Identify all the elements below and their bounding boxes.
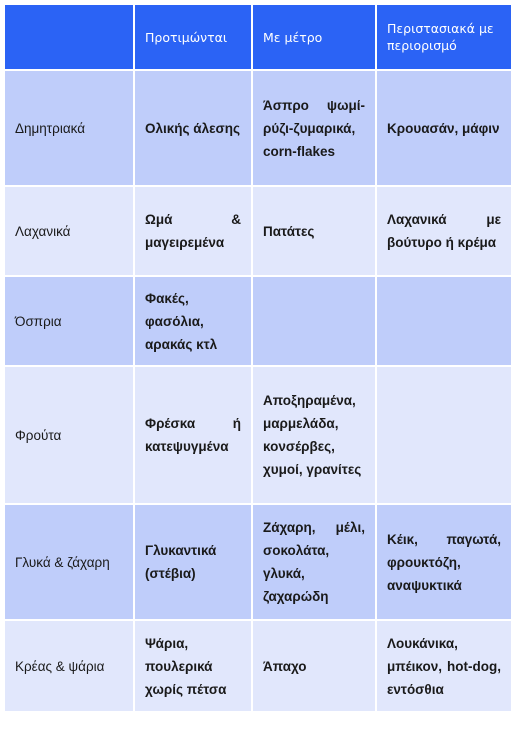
header-empty-cell bbox=[4, 4, 134, 70]
table-row bbox=[4, 504, 512, 620]
row-occasional: Κέικ, παγωτά, φρουκτόζη, αναψυκτικά bbox=[376, 504, 512, 620]
header-preferred: Προτιμώνται bbox=[134, 4, 252, 70]
row-moderate: Πατάτες bbox=[252, 186, 376, 276]
row-occasional: Λουκάνικα, μπέικον, hot-dog, εντόσθια bbox=[376, 620, 512, 712]
row-moderate: Άπαχο bbox=[252, 620, 376, 712]
header-row bbox=[4, 4, 512, 70]
table-row bbox=[4, 186, 512, 276]
row-preferred: Ολικής άλεσης bbox=[134, 70, 252, 186]
row-category: Όσπρια bbox=[4, 276, 134, 366]
table-row bbox=[4, 620, 512, 712]
row-preferred: Φρέσκα ή κατεψυγμένα bbox=[134, 366, 252, 504]
table-row bbox=[4, 70, 512, 186]
row-category: Φρούτα bbox=[4, 366, 134, 504]
row-category: Γλυκά & ζάχαρη bbox=[4, 504, 134, 620]
header-moderate: Με μέτρο bbox=[252, 4, 376, 70]
row-category: Λαχανικά bbox=[4, 186, 134, 276]
row-preferred: Ωμά & μαγειρεμένα bbox=[134, 186, 252, 276]
row-moderate: Άσπρο ψωμί-ρύζι-ζυμαρικά, corn-flakes bbox=[252, 70, 376, 186]
food-guide-table bbox=[3, 3, 513, 713]
row-moderate: Ζάχαρη, μέλι, σοκολάτα, γλυκά, ζαχαρώδη bbox=[252, 504, 376, 620]
row-category: Κρέας & ψάρια bbox=[4, 620, 134, 712]
table-row bbox=[4, 276, 512, 366]
row-preferred: Ψάρια, πουλερικά χωρίς πέτσα bbox=[134, 620, 252, 712]
row-occasional: Κρουασάν, μάφιν bbox=[376, 70, 512, 186]
table-row bbox=[4, 366, 512, 504]
header-occasional: Περιστασιακά με περιορισμό bbox=[376, 4, 512, 70]
row-occasional: Λαχανικά με βούτυρο ή κρέμα bbox=[376, 186, 512, 276]
row-preferred: Γλυκαντικά (στέβια) bbox=[134, 504, 252, 620]
row-moderate bbox=[252, 276, 376, 366]
row-occasional bbox=[376, 366, 512, 504]
row-category: Δημητριακά bbox=[4, 70, 134, 186]
row-moderate: Αποξηραμένα, μαρμελάδα, κονσέρβες, χυμοί, γρανίτες bbox=[252, 366, 376, 504]
row-preferred: Φακές, φασόλια, αρακάς κτλ bbox=[134, 276, 252, 366]
row-occasional bbox=[376, 276, 512, 366]
